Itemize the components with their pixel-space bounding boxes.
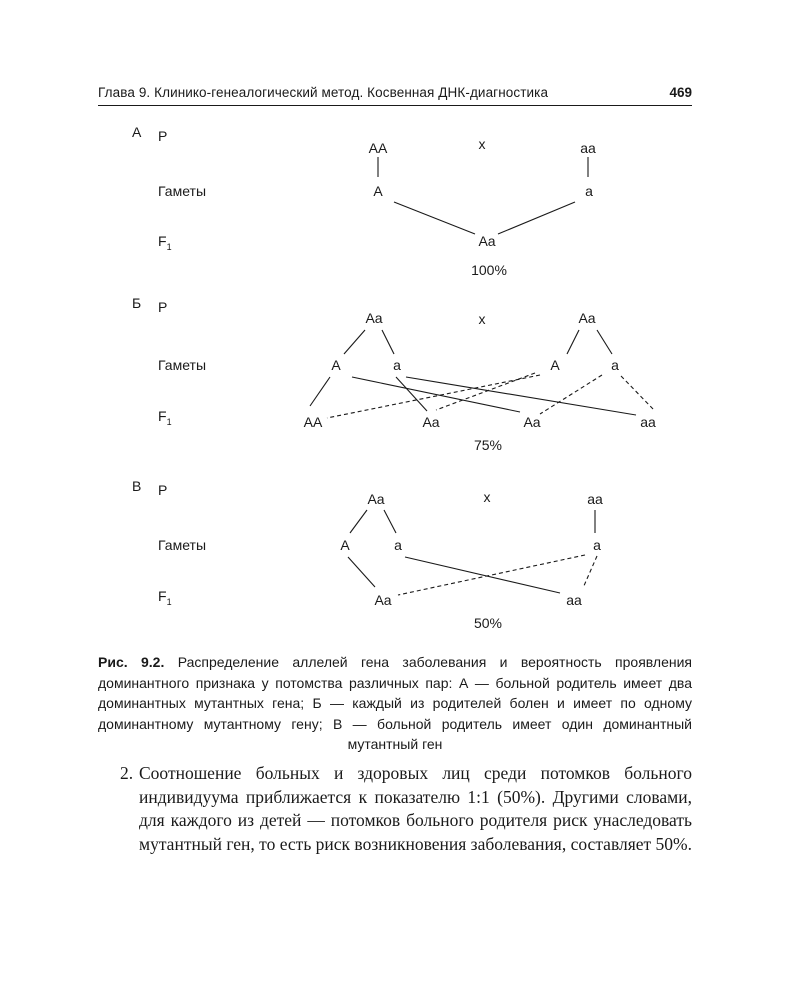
panel-c — [132, 478, 603, 631]
row-label-f1-sub: 1 — [166, 242, 172, 252]
chapter-title: Глава 9. Клинико-генеалогический метод. Косвенная ДНК-диагностика — [98, 85, 549, 100]
row-label-p: P — [158, 128, 168, 144]
parent-2-to-gamete-A-line — [567, 330, 579, 354]
gamete-p1-a: a — [393, 357, 401, 373]
row-label-f1-main: F — [158, 588, 167, 604]
caption-label: Рис. 9.2. — [98, 654, 165, 670]
parent-1-genotype: Aa — [365, 310, 383, 326]
offspring-Aa-1: Aa — [422, 414, 440, 430]
parent-1-genotype: AA — [368, 140, 388, 156]
gamete-1-to-offspring-line — [394, 202, 475, 234]
caption-text: Распределение аллелей гена заболевания и вероятность проявления доминантного признака у потомства различных пар: А — больной родитель имеет два доминантных мутантных гена; Б — каждый из родителей болен и имеет по одному доминантному мутантному гену; В — больной родитель имеет один доминантный мутантный ген — [98, 654, 692, 752]
cross-line — [406, 377, 636, 415]
cross-sign: x — [478, 136, 486, 152]
row-label-f1-main: F — [158, 408, 167, 424]
cross-line — [310, 377, 330, 406]
gamete-1: A — [373, 183, 383, 199]
cross-sign: x — [483, 489, 491, 505]
list-item-text: Соотношение больных и здоровых лиц среди потомков больного индивидуума приближается к показателю 1:1 (50%). Другими словами, для каждого из детей — потомков больного родителя риск унаследовать мутантный ген, то есть риск возникновения заболевания, составляет 50%. — [139, 763, 693, 854]
offspring-Aa: Aa — [374, 592, 392, 608]
offspring-aa: aa — [640, 414, 656, 430]
row-label-f1 — [158, 408, 172, 427]
panel-c-percent: 50% — [473, 615, 503, 631]
offspring-genotype: Aa — [478, 233, 496, 249]
row-label-f1 — [158, 233, 172, 252]
panel-a — [132, 124, 596, 278]
row-label-f1-sub: 1 — [166, 417, 172, 427]
row-label-gametes: Гаметы — [158, 357, 207, 373]
parent-2-genotype: Aa — [578, 310, 596, 326]
page-number: 469 — [669, 85, 692, 100]
offspring-AA: AA — [303, 414, 323, 430]
parent-1-to-gamete-a-line — [382, 330, 394, 354]
gamete-p2-a: a — [611, 357, 619, 373]
gamete-p1-A: A — [331, 357, 341, 373]
row-label-f1 — [158, 588, 172, 607]
cross-line — [396, 377, 427, 411]
cross-line — [398, 555, 585, 595]
parent-1-genotype: Aa — [367, 491, 385, 507]
cross-line — [583, 556, 597, 588]
cross-sign: x — [478, 311, 486, 327]
gamete-p1-A: A — [340, 537, 350, 553]
offspring-Aa-2: Aa — [523, 414, 541, 430]
parent-2-to-gamete-a-line — [597, 330, 612, 354]
offspring-aa: aa — [566, 592, 582, 608]
cross-line — [621, 376, 654, 410]
row-label-f1-main: F — [158, 233, 167, 249]
figure-caption — [98, 652, 692, 755]
list-item-number: 2. — [120, 763, 134, 783]
gamete-p2-A: A — [550, 357, 560, 373]
panel-c-letter: В — [132, 478, 142, 494]
row-label-gametes: Гаметы — [158, 537, 207, 553]
gamete-2-to-offspring-line — [498, 202, 575, 234]
row-label-f1-sub: 1 — [166, 597, 172, 607]
panel-b-letter: Б — [132, 295, 142, 311]
gamete-p2-a: a — [593, 537, 601, 553]
cross-line — [348, 557, 375, 587]
panel-b — [132, 295, 656, 453]
parent-1-to-gamete-A-line — [344, 330, 365, 354]
parent-2-genotype: aa — [580, 140, 596, 156]
list-item-paragraph — [120, 762, 692, 856]
parent-1-to-gamete-A-line — [350, 510, 367, 533]
row-label-gametes: Гаметы — [158, 183, 207, 199]
parent-1-to-gamete-a-line — [384, 510, 396, 533]
gamete-2: a — [585, 183, 593, 199]
row-label-p: P — [158, 482, 168, 498]
panel-a-percent: 100% — [471, 262, 507, 278]
panel-b-percent: 75% — [473, 437, 503, 453]
panel-a-letter: А — [132, 124, 142, 140]
parent-2-genotype: aa — [587, 491, 603, 507]
row-label-p: P — [158, 299, 168, 315]
gamete-p1-a: a — [394, 537, 402, 553]
cross-line — [405, 557, 560, 593]
